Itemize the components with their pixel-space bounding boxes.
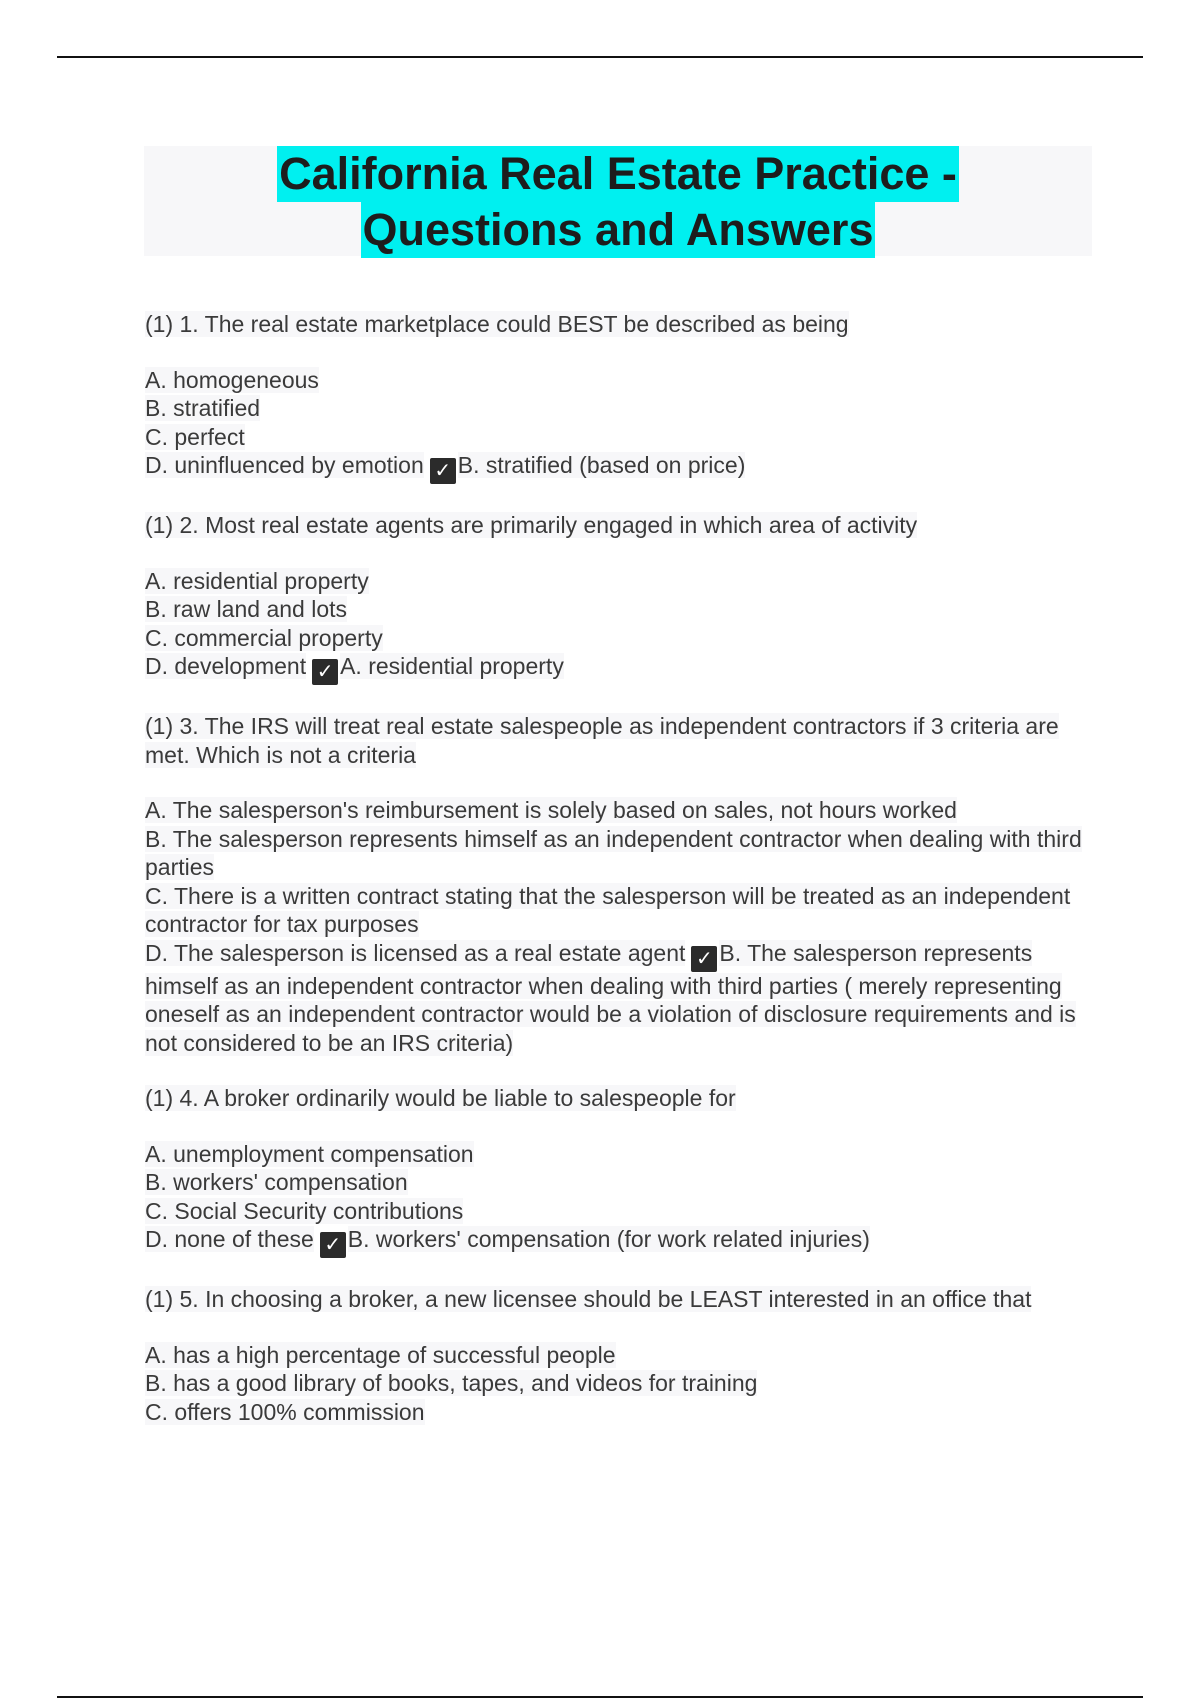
option-with-answer: D. development ✓ A. residential property bbox=[145, 653, 564, 683]
top-rule bbox=[57, 56, 1143, 58]
option: B. has a good library of books, tapes, and videos for training bbox=[145, 1370, 758, 1396]
question-4 bbox=[145, 1084, 1085, 1113]
options-3 bbox=[145, 796, 1085, 1057]
answer-text: B. stratified (based on price) bbox=[457, 452, 746, 478]
options-4 bbox=[145, 1140, 1085, 1259]
option: A. has a high percentage of successful people bbox=[145, 1341, 616, 1368]
option: A. unemployment compensation bbox=[145, 1140, 474, 1167]
option: C. commercial property bbox=[145, 624, 383, 651]
options-1 bbox=[145, 366, 1085, 485]
answer-text: A. residential property bbox=[340, 653, 564, 679]
question-text: (1) 2. Most real estate agents are primarily engaged in which area of activity bbox=[145, 512, 918, 538]
check-icon: ✓ bbox=[312, 659, 338, 685]
option: C. perfect bbox=[145, 423, 245, 450]
question-text: (1) 1. The real estate marketplace could BEST be described as being bbox=[145, 311, 849, 337]
question-text: (1) 3. The IRS will treat real estate salespeople as independent contractors if 3 criteria are met. Which is not a criteria bbox=[145, 713, 1059, 768]
title-block bbox=[144, 146, 1092, 256]
option: B. stratified bbox=[145, 395, 261, 421]
options-2 bbox=[145, 567, 1085, 686]
option: A. residential property bbox=[145, 567, 369, 594]
check-icon: ✓ bbox=[691, 946, 717, 972]
option: B. workers' compensation bbox=[145, 1169, 408, 1195]
question-2 bbox=[145, 511, 1085, 540]
option-with-answer: D. uninfluenced by emotion ✓ B. stratified (based on price) bbox=[145, 452, 746, 482]
question-1 bbox=[145, 310, 1085, 339]
option-with-answer: D. The salesperson is licensed as a real estate agent ✓ B. The salesperson represents himself as an independent contractor when dealing with third parties ( merely representing oneself as an independent contractor would be a violation of disclosure requirements and is not considered to be an IRS criteria) bbox=[145, 939, 1076, 1056]
question-list bbox=[145, 310, 1085, 1453]
page-title-line-2: Questions and Answers bbox=[361, 202, 876, 258]
question-3 bbox=[145, 712, 1085, 769]
answer-text: B. workers' compensation (for work related injuries) bbox=[347, 1226, 870, 1252]
option: A. homogeneous bbox=[145, 366, 319, 393]
bottom-rule bbox=[57, 1696, 1143, 1698]
question-text: (1) 4. A broker ordinarily would be liable to salespeople for bbox=[145, 1085, 736, 1111]
option: C. There is a written contract stating that the salesperson will be treated as an independent contractor for tax purposes bbox=[145, 882, 1071, 937]
check-icon: ✓ bbox=[320, 1232, 346, 1258]
option: B. The salesperson represents himself as an independent contractor when dealing with third parties bbox=[145, 825, 1082, 880]
page-title-line-1: California Real Estate Practice - bbox=[277, 146, 959, 202]
question-text: (1) 5. In choosing a broker, a new licensee should be LEAST interested in an office that bbox=[145, 1286, 1032, 1312]
option: B. raw land and lots bbox=[145, 596, 348, 622]
option-with-answer: D. none of these ✓ B. workers' compensation (for work related injuries) bbox=[145, 1226, 870, 1256]
question-5 bbox=[145, 1285, 1085, 1314]
option: C. offers 100% commission bbox=[145, 1398, 425, 1425]
check-icon: ✓ bbox=[430, 458, 456, 484]
answer-text: B. The salesperson represents himself as an independent contractor when dealing with third parties ( merely representing oneself as an independent contractor would be a violation of disclosure requirements and is not considered to be an IRS criteria) bbox=[145, 939, 1076, 1056]
option: C. Social Security contributions bbox=[145, 1197, 464, 1224]
option: A. The salesperson's reimbursement is solely based on sales, not hours worked bbox=[145, 797, 957, 823]
options-5 bbox=[145, 1341, 1085, 1427]
